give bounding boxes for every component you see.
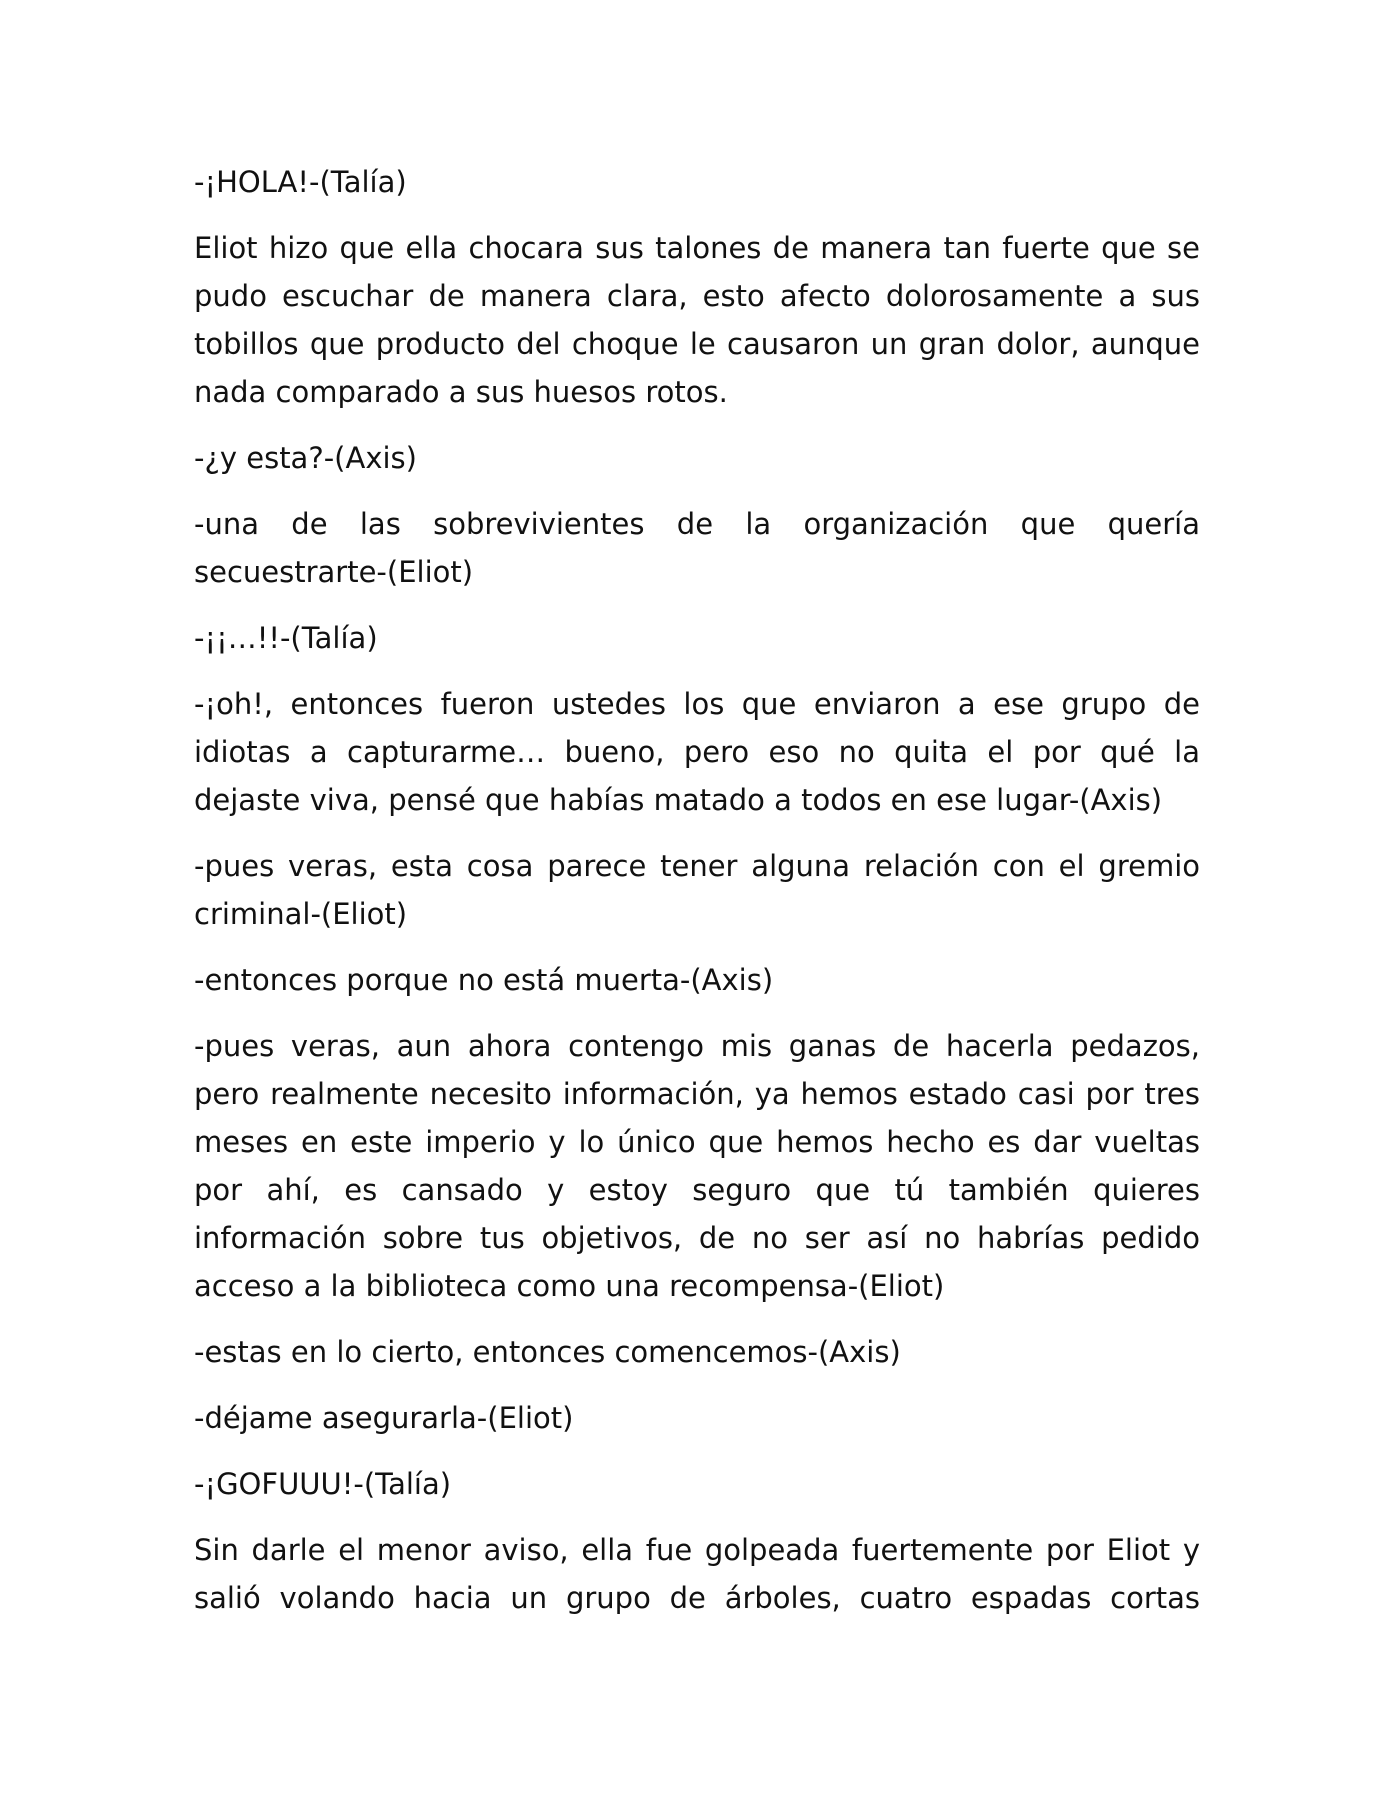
dialogue-line: -una de las sobrevivientes de la organización que quería secuestrarte-(Eliot) [194,507,1200,589]
dialogue-line: -pues veras, aun ahora contengo mis ganas de hacerla pedazos, pero realmente necesito información, ya hemos estado casi por tres meses en este imperio y lo único que hemos hecho es dar vueltas por ahí, es cansado y estoy seguro que tú también quieres información sobre tus objetivos, de no ser así no habrías pedido acceso a la biblioteca como una recompensa-(Eliot) [194,1029,1200,1303]
dialogue-line: -¿y esta?-(Axis) [194,441,417,475]
narration-paragraph: Sin darle el menor aviso, ella fue golpeada fuertemente por Eliot y salió volando hacia un grupo de árboles, cuatro espadas cortas [194,1533,1200,1615]
dialogue-line: -¡oh!, entonces fueron ustedes los que enviaron a ese grupo de idiotas a capturarme… bueno, pero eso no quita el por qué la dejaste viva, pensé que habías matado a todos en ese lugar-(Axis) [194,687,1200,817]
dialogue-line: -entonces porque no está muerta-(Axis) [194,963,774,997]
dialogue-line: -déjame asegurarla-(Eliot) [194,1401,574,1435]
dialogue-line: -¡GOFUUU!-(Talía) [194,1467,452,1501]
narration-paragraph: Eliot hizo que ella chocara sus talones de manera tan fuerte que se pudo escuchar de manera clara, esto afecto dolorosamente a sus tobillos que producto del choque le causaron un gran dolor, aunque nada comparado a sus huesos rotos. [194,231,1200,409]
dialogue-line: -¡¡…!!-(Talía) [194,621,378,655]
dialogue-line: -¡HOLA!-(Talía) [194,165,407,199]
dialogue-line: -pues veras, esta cosa parece tener alguna relación con el gremio criminal-(Eliot) [194,849,1200,931]
dialogue-line: -estas en lo cierto, entonces comencemos-(Axis) [194,1335,901,1369]
document-page [194,158,1200,1622]
